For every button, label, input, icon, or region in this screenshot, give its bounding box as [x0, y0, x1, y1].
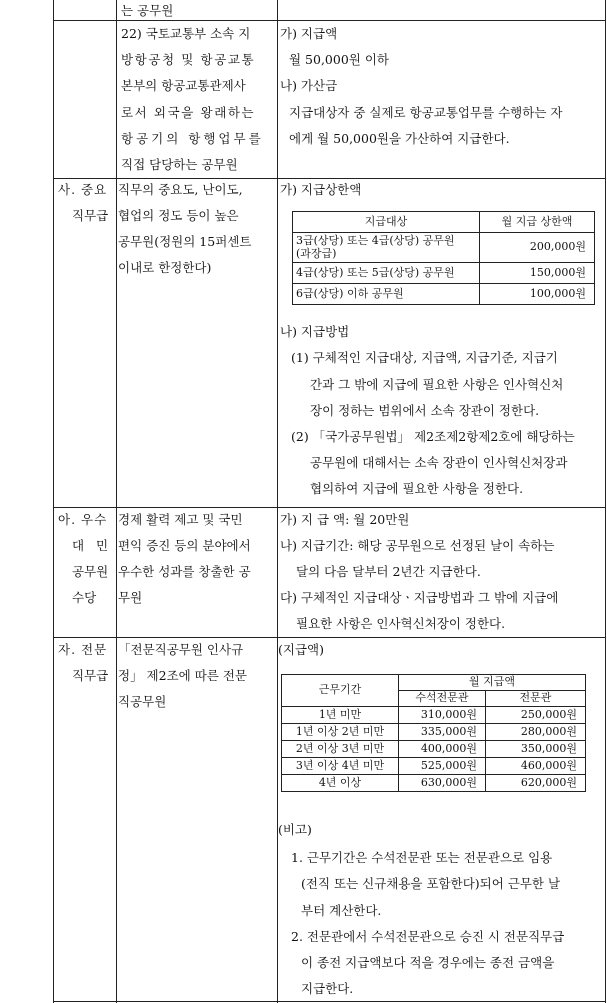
- table-cell: 310,000원: [399, 707, 486, 724]
- item-label: 사. 중요: [58, 182, 108, 197]
- table-cell: 2년 이상 3년 미만: [282, 741, 399, 758]
- cell-line: 지급대상자 중 실제로 항공교통업무를 수행하는 자: [289, 105, 563, 120]
- column-divider-1: [116, 0, 117, 1003]
- cell-line: 협업의 정도 등이 높은: [118, 208, 239, 223]
- table-cell: 150,000원: [480, 263, 595, 284]
- column-divider-2: [277, 0, 278, 1003]
- cell-line: 에게 월 50,000원을 가산하여 지급한다.: [289, 131, 510, 146]
- table-cell: 3년 이상 4년 미만: [282, 758, 399, 775]
- cell-line: 월 50,000원 이하: [289, 52, 389, 67]
- cell-line: (전직 또는 신규채용을 포함한다)되어 근무한 날: [301, 876, 561, 891]
- cell-line: 본부의 항공교통관제사: [121, 78, 246, 93]
- table-row: [293, 263, 595, 284]
- table-cell: 200,000원: [480, 233, 595, 263]
- section-heading: (지급액): [278, 642, 324, 657]
- table-border-left: [53, 0, 54, 1003]
- cell-line: 직무의 중요도, 난이도,: [118, 182, 243, 197]
- table-cell: 400,000원: [399, 741, 486, 758]
- item-label: 수당: [72, 590, 97, 605]
- cell-line: 무원: [118, 590, 143, 605]
- table-header: 월 지급 상한액: [480, 212, 595, 233]
- cell-line: 이 종전 지급액보다 적을 경우에는 종전 금액을: [301, 955, 555, 970]
- table-cell: 335,000원: [399, 724, 486, 741]
- table-cell: 460,000원: [486, 758, 586, 775]
- cell-line: (비고): [278, 822, 312, 837]
- cell-line: 우수한 성과를 창출한 공: [118, 564, 251, 579]
- cap-amount-table: [292, 211, 595, 305]
- professional-pay-table: [281, 674, 586, 792]
- table-header: 수석전문관: [399, 691, 486, 707]
- cell-line: 공무원에 대해서는 소속 장관이 인사혁신처장과: [310, 455, 568, 470]
- table-row: [282, 707, 586, 724]
- table-header: 월 지급액: [399, 675, 586, 691]
- table-row: [293, 233, 595, 263]
- cell-line: 부터 계산한다.: [301, 903, 382, 918]
- cell-line: 나) 지급방법: [280, 324, 350, 339]
- table-cell: 250,000원: [486, 707, 586, 724]
- cell-line: 가) 지 급 액: 월 20만원: [280, 512, 410, 527]
- cell-line: 장이 정하는 범위에서 소속 장관이 정한다.: [310, 403, 540, 418]
- cell-line: 편익 증진 등의 분야에서: [118, 538, 251, 553]
- table-header: 지급대상: [293, 212, 480, 233]
- cell-line: 달의 다음 달부터 2년간 지급한다.: [296, 564, 481, 579]
- cell-line: 로서 외국을 왕래하는: [121, 105, 256, 120]
- table-row: [282, 775, 586, 792]
- table-border-right: [605, 0, 606, 1003]
- cell-line: 지급한다.: [301, 981, 354, 996]
- cell-line: 협의하여 지급에 필요한 사항을 정한다.: [310, 481, 524, 496]
- cell-line: 이내로 한정한다): [118, 260, 212, 275]
- cell-line: 공무원(정원의 15퍼센트: [118, 234, 252, 249]
- table-border-bottom: [53, 1001, 606, 1002]
- item-label: 대 민: [72, 538, 113, 553]
- table-header: 근무기간: [282, 675, 399, 707]
- table-cell: 1년 미만: [282, 707, 399, 724]
- cell-line: 간과 그 밖에 지급에 필요한 사항은 인사혁신처: [310, 377, 564, 392]
- cell-line: 나) 가산금: [280, 78, 338, 93]
- table-cell: 4급(상당) 또는 5급(상당) 공무원: [293, 263, 480, 284]
- cell-line: 방항공청 및 항공교통: [121, 52, 256, 67]
- table-row: [282, 741, 586, 758]
- row-divider: [53, 507, 606, 508]
- cell-line: (1) 구체적인 지급대상, 지급액, 지급기준, 지급기: [291, 350, 558, 365]
- table-row: [282, 724, 586, 741]
- cell-line: 나) 지급기간: 해당 공무원으로 선정된 날이 속하는: [280, 538, 555, 553]
- table-row: [282, 758, 586, 775]
- item-label: 직무급: [72, 208, 109, 223]
- item-label: 직무급: [72, 668, 109, 683]
- table-cell: 6급(상당) 이하 공무원: [293, 284, 480, 305]
- section-heading: 가) 지급상한액: [280, 182, 362, 197]
- row-divider: [53, 20, 606, 21]
- cell-line: 항공기의 항행업무를: [121, 131, 264, 146]
- cell-line: 가) 지급액: [280, 26, 338, 41]
- table-header: 전문관: [486, 691, 586, 707]
- cell-line: (2) 「국가공무원법」 제2조제2항제2호에 해당하는: [291, 429, 575, 444]
- cell-line: 직접 담당하는 공무원: [121, 157, 238, 172]
- cell-line: 정」 제2조에 따른 전문: [118, 668, 247, 683]
- table-cell: 525,000원: [399, 758, 486, 775]
- item-label: 자. 전문: [58, 642, 108, 657]
- cell-text: 는 공무원: [121, 3, 174, 18]
- table-cell: 4년 이상: [282, 775, 399, 792]
- table-cell: 100,000원: [480, 284, 595, 305]
- item-label: 공무원: [72, 564, 109, 579]
- cell-line: 필요한 사항은 인사혁신처장이 정한다.: [296, 616, 506, 631]
- cell-line: 「전문직공무원 인사규: [118, 642, 244, 657]
- row-divider: [53, 178, 606, 179]
- row-divider: [53, 637, 606, 638]
- item-label: 아. 우수: [58, 512, 108, 527]
- table-cell: 620,000원: [486, 775, 586, 792]
- cell-line: 2. 전문관에서 수석전문관으로 승진 시 전문직무급: [291, 929, 565, 944]
- cell-line: 22) 국토교통부 소속 지: [121, 26, 251, 41]
- table-cell: 280,000원: [486, 724, 586, 741]
- cell-line: 경제 활력 제고 및 국민: [118, 512, 243, 527]
- table-row: [293, 284, 595, 305]
- cell-line: 직공무원: [118, 694, 167, 709]
- cell-line: 1. 근무기간은 수석전문관 또는 전문관으로 임용: [291, 850, 553, 865]
- table-cell: 3급(상당) 또는 4급(상당) 공무원 (과장급): [293, 233, 480, 263]
- cell-line: 다) 구체적인 지급대상ㆍ지급방법과 그 밖에 지급에: [280, 590, 559, 605]
- table-cell: 1년 이상 2년 미만: [282, 724, 399, 741]
- table-cell: 350,000원: [486, 741, 586, 758]
- table-cell: 630,000원: [399, 775, 486, 792]
